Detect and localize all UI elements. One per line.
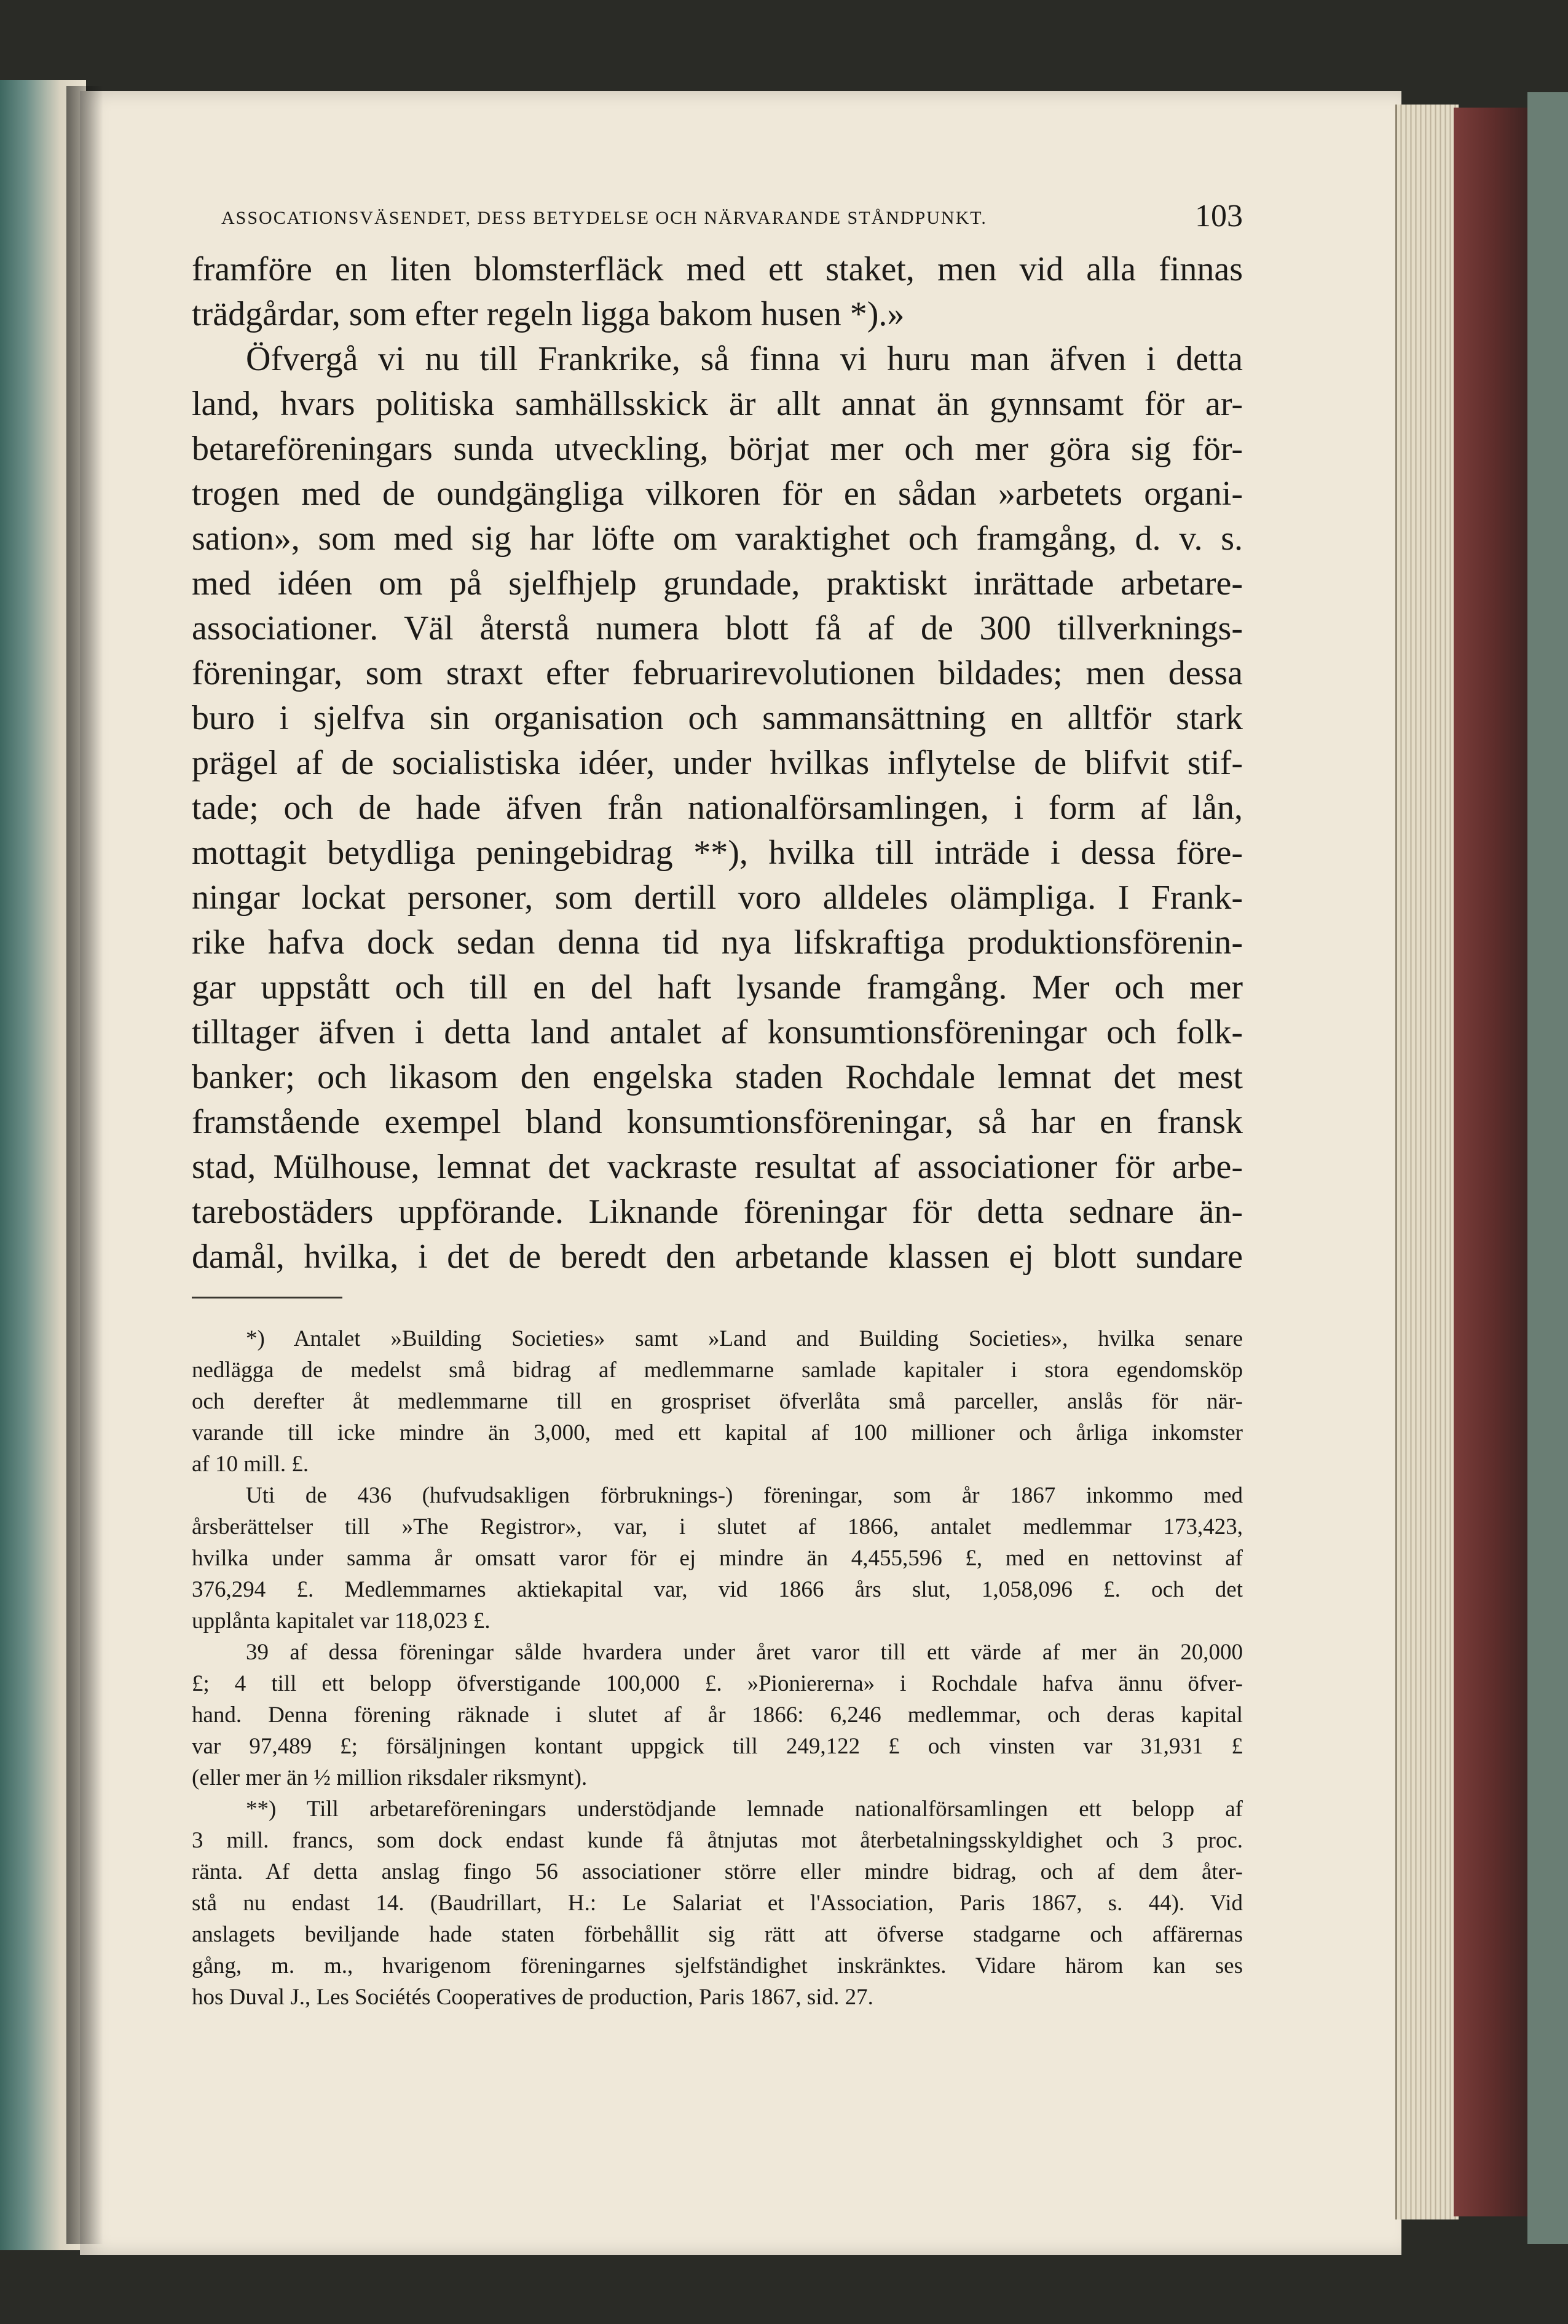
footnote-line: af 10 mill. £.	[192, 1452, 309, 1477]
page-content	[192, 184, 1243, 2013]
footnote-line: nedlägga de medelst små bidrag af medlemmarne samlade kapitaler i stora egendomsköp	[192, 1358, 1243, 1383]
body-line: föreningar, som straxt efter februarirevolutionen bildades; men dessa	[192, 654, 1243, 692]
body-line: ningar lockat personer, som dertill voro alldeles olämpliga. I Frank-	[192, 879, 1243, 917]
body-line: tarebostäders uppförande. Liknande föreningar för detta sednare än-	[192, 1193, 1243, 1231]
footnote-line: 376,294 £. Medlemmarnes aktiekapital var, vid 1866 års slut, 1,058,096 £. och det	[192, 1577, 1243, 1602]
body-line: trädgårdar, som efter regeln ligga bakom husen *).»	[192, 295, 905, 333]
body-line: mottagit betydliga peningebidrag **), hvilka till inträde i dessa före-	[192, 834, 1243, 872]
footnote-line: ränta. Af detta anslag fingo 56 associationer större eller mindre bidrag, och af dem åter-	[192, 1859, 1243, 1884]
body-line: med idéen om på sjelfhjelp grundade, praktiskt inrättade arbetare-	[192, 564, 1243, 603]
footnote-line: gång, m. m., hvarigenom föreningarnes sjelfständighet inskränktes. Vidare härom kan ses	[192, 1953, 1243, 1978]
footnotes	[192, 1323, 1243, 2013]
footnote-line: 39 af dessa föreningar sålde hvardera under året varor till ett värde af mer än 20,000	[246, 1640, 1243, 1665]
spine-shadow	[66, 86, 103, 2244]
body-line: trogen med de oundgängliga vilkoren för en sådan »arbetets organi-	[192, 475, 1243, 513]
footnote-line: årsberättelser till »The Registror», var, i slutet af 1866, antalet medlemmar 173,423,	[192, 1514, 1243, 1539]
footnote-line: varande till icke mindre än 3,000, med ett kapital af 100 millioner och årliga inkomster	[192, 1420, 1243, 1445]
page-stack-edge	[1395, 105, 1459, 2219]
body-line: banker; och likasom den engelska staden Rochdale lemnat det mest	[192, 1058, 1243, 1096]
footnote-line: **) Till arbetareföreningars understödjande lemnade nationalförsamlingen ett belopp af	[246, 1796, 1243, 1822]
body-line: land, hvars politiska samhällsskick är allt annat än gynnsamt för ar-	[192, 385, 1243, 423]
footnote-line: stå nu endast 14. (Baudrillart, H.: Le Salariat et l'Association, Paris 1867, s. 44). Vid	[192, 1891, 1243, 1916]
footnote-line: 3 mill. francs, som dock endast kunde få åtnjutas mot återbetalningsskyldighet och 3 proc.	[192, 1828, 1243, 1853]
body-line: associationer. Väl återstå numera blott få af de 300 tillverknings-	[192, 609, 1243, 647]
body-line: rike hafva dock sedan denna tid nya lifskraftiga produktionsförenin-	[192, 923, 1243, 962]
body-line: stad, Mülhouse, lemnat det vackraste resultat af associationer för arbe-	[192, 1148, 1243, 1186]
footnote-line: anslagets beviljande hade staten förbehållit sig rätt att öfverse stadgarne och affärernas	[192, 1922, 1243, 1947]
body-line: Öfvergå vi nu till Frankrike, så finna vi huru man äfven i detta	[246, 340, 1243, 378]
body-line: damål, hvilka, i det de beredt den arbetande klassen ej blott sundare	[192, 1238, 1243, 1276]
body-line: prägel af de socialistiska idéer, under hvilkas inflytelse de blifvit stif-	[192, 744, 1243, 782]
body-line: framföre en liten blomsterfläck med ett staket, men vid alla finnas	[192, 250, 1243, 288]
body-text	[192, 247, 1243, 1279]
footnote-rule	[192, 1297, 342, 1298]
body-line: betareföreningars sunda utveckling, börjat mer och mer göra sig för-	[192, 430, 1243, 468]
body-line: gar uppstått och till en del haft lysande framgång. Mer och mer	[192, 968, 1243, 1006]
body-line: framstående exempel bland konsumtionsföreningar, så har en fransk	[192, 1103, 1243, 1141]
footnote-line: var 97,489 £; försäljningen kontant uppgick till 249,122 £ och vinsten var 31,931 £	[192, 1734, 1243, 1759]
body-line: sation», som med sig har löfte om varaktighet och framgång, d. v. s.	[192, 520, 1243, 558]
book-cover-edge	[1527, 92, 1568, 2244]
running-head	[192, 184, 1243, 234]
running-title: ASSOCATIONSVÄSENDET, DESS BETYDELSE OCH NÄRVARANDE STÅNDPUNKT.	[221, 208, 987, 228]
body-line: buro i sjelfva sin organisation och sammansättning en alltför stark	[192, 699, 1243, 737]
book-cover-board	[1454, 108, 1527, 2216]
footnote-line: hos Duval J., Les Sociétés Cooperatives de production, Paris 1867, sid. 27.	[192, 1985, 873, 2010]
footnote-line: (eller mer än ½ million riksdaler riksmynt).	[192, 1765, 588, 1790]
body-line: tilltager äfven i detta land antalet af konsumtionsföreningar och folk-	[192, 1013, 1243, 1051]
footnote-line: *) Antalet »Building Societies» samt »Land and Building Societies», hvilka senare	[246, 1326, 1243, 1351]
footnote-line: hvilka under samma år omsatt varor för ej mindre än 4,455,596 £, med en nettovinst af	[192, 1546, 1243, 1571]
footnote-line: och derefter åt medlemmarne till en grospriset öfverlåta små parceller, anslås för när-	[192, 1389, 1243, 1414]
footnote-line: upplånta kapitalet var 118,023 £.	[192, 1608, 490, 1634]
body-line: tade; och de hade äfven från nationalförsamlingen, i form af lån,	[192, 789, 1243, 827]
footnote-line: hand. Denna förening räknade i slutet af år 1866: 6,246 medlemmar, och deras kapital	[192, 1702, 1243, 1728]
footnote-line: Uti de 436 (hufvudsakligen förbruknings-) föreningar, som år 1867 inkommo med	[246, 1483, 1243, 1508]
page-number: 103	[1195, 199, 1243, 234]
footnote-line: £; 4 till ett belopp öfverstigande 100,000 £. »Pioniererna» i Rochdale hafva ännu öfver-	[192, 1671, 1243, 1696]
